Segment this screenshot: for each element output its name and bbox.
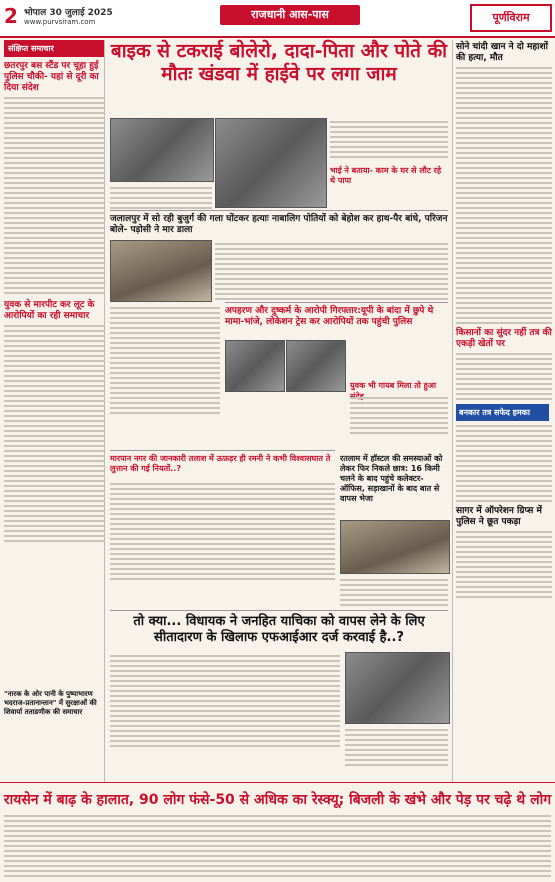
story2-text <box>215 240 448 303</box>
story3-photo-1 <box>225 340 285 392</box>
story6-headline: तो क्या... विधायक ने जनहित याचिका को वापस लेने के लिए सीतादारण के खिलाफ एफआईआर दर्ज करवाई है..? <box>133 614 425 645</box>
story3-text <box>110 304 220 417</box>
story6-photo <box>345 652 450 724</box>
left-column <box>4 40 105 782</box>
right-text-2 <box>453 353 552 400</box>
story3-text-2 <box>350 394 448 437</box>
story4-headline: मारपान नगर की जानकारी तलाश में ऊफ़ड़र ही रमनी ने कभी विश्वासघात ते लुत्तान की गई नियतों..? <box>110 454 331 473</box>
divider-1 <box>110 210 448 211</box>
right-headline-2: किसानों का सुंदर नहीं तत्र की एकड़ी खेतों पर <box>456 328 552 349</box>
left-text-2 <box>4 325 104 542</box>
victims-photo <box>215 118 327 208</box>
divider-2 <box>225 302 448 303</box>
divider-4 <box>110 610 448 611</box>
accident-photo <box>110 118 214 182</box>
story2-photo <box>110 240 212 302</box>
footer-headline: रायसेन में बाढ़ के हालात, 90 लोग फंसे-50 से अधिक का रेस्क्यू; बिजली के खंभे और पेड़ पर चढ़े थे लोग <box>3 792 552 808</box>
story5-headline: रतलाम में हॉस्टल की समस्याओं को लेकर फिर निकले छात्र: 16 किमी चलने के बाद पहुंचे कलेक्टर-ऑफिस, सड़ाखानों के बाद बात से वापस भेजा <box>340 454 443 503</box>
story6-text <box>110 652 340 750</box>
story3-photo-2 <box>286 340 346 392</box>
story3-headline: अपहरण और दुष्कर्म के आरोपी गिरफ्तार:यूपी के बांदा में छुपे थे मामा-भांजे, लोकेशन ट्रेस कर आरोपियों तक पहुंची पुलिस <box>225 306 434 327</box>
site-url[interactable]: www.purvsiram.com <box>24 18 96 26</box>
footer-divider <box>0 782 555 783</box>
dateline: भोपाल 30 जुलाई 2025 <box>24 8 113 18</box>
left-column-label: संक्षिप्त समाचार <box>4 40 104 57</box>
right-text-1 <box>453 67 552 324</box>
main-headline: बाइक से टकराई बोलेरो, दादा-पिता और पोते की मौतः खंडवा में हाईवे पर लगा जाम <box>110 40 448 85</box>
left-headline-2: युवक से मारपीट कर लूट के आरोपियों का रही समाचार <box>4 300 95 321</box>
left-headline-3: "नारक के ओर पानी के पुष्पाभारण भदराज-प्रतानान्तान" में सुरक्षाओं की शिवार्या तताडणीक की समाचार <box>4 690 97 716</box>
story6-text-2 <box>345 726 448 769</box>
right-text-4 <box>453 531 552 598</box>
main-story-text-1 <box>110 184 212 212</box>
newspaper-logo: पूर्णविराम <box>470 4 552 32</box>
main-story-text-3 <box>330 118 448 164</box>
story5-photo <box>340 520 450 574</box>
right-column <box>452 40 552 782</box>
right-headline-1: सोने चांदी खान ने दो महाशों की हत्या, मौत <box>456 42 548 63</box>
story4-text <box>110 480 335 583</box>
footer-text <box>4 812 551 880</box>
story3-subheadline: युवक भी गायब मिला तो हुआ <box>350 381 437 390</box>
page-number: 2 <box>4 4 18 28</box>
right-headline-3: सागर में ऑपरेशन ग्रिप्स में पुलिस ने छूत पकड़ा <box>456 506 542 527</box>
divider-3 <box>110 450 335 451</box>
right-text-3 <box>453 425 552 502</box>
left-headline-1: छतरपुर बस स्टैंड पर चूहा हुई पुलिस चौकी- यहां से दूरी का दिया संदेश <box>4 61 99 93</box>
left-text-1 <box>4 97 104 294</box>
story2-headline: जलालपुर में सो रही बुजुर्ग की गला घोंटकर हत्याः नाबालिग पोतियों को बेहोश कर हाथ-पैर बांधे, परिजन बोले- पड़ोसी ने मार डाला <box>110 214 448 235</box>
story5-text <box>340 576 448 609</box>
section-title: राजधानी आस-पास <box>220 5 360 25</box>
quote-headline: भाई ने बताया- काम के घर से लौट रहे थे पापा <box>330 166 442 185</box>
right-box-headline: बनकार तत्र सफेद हमका <box>456 404 549 421</box>
